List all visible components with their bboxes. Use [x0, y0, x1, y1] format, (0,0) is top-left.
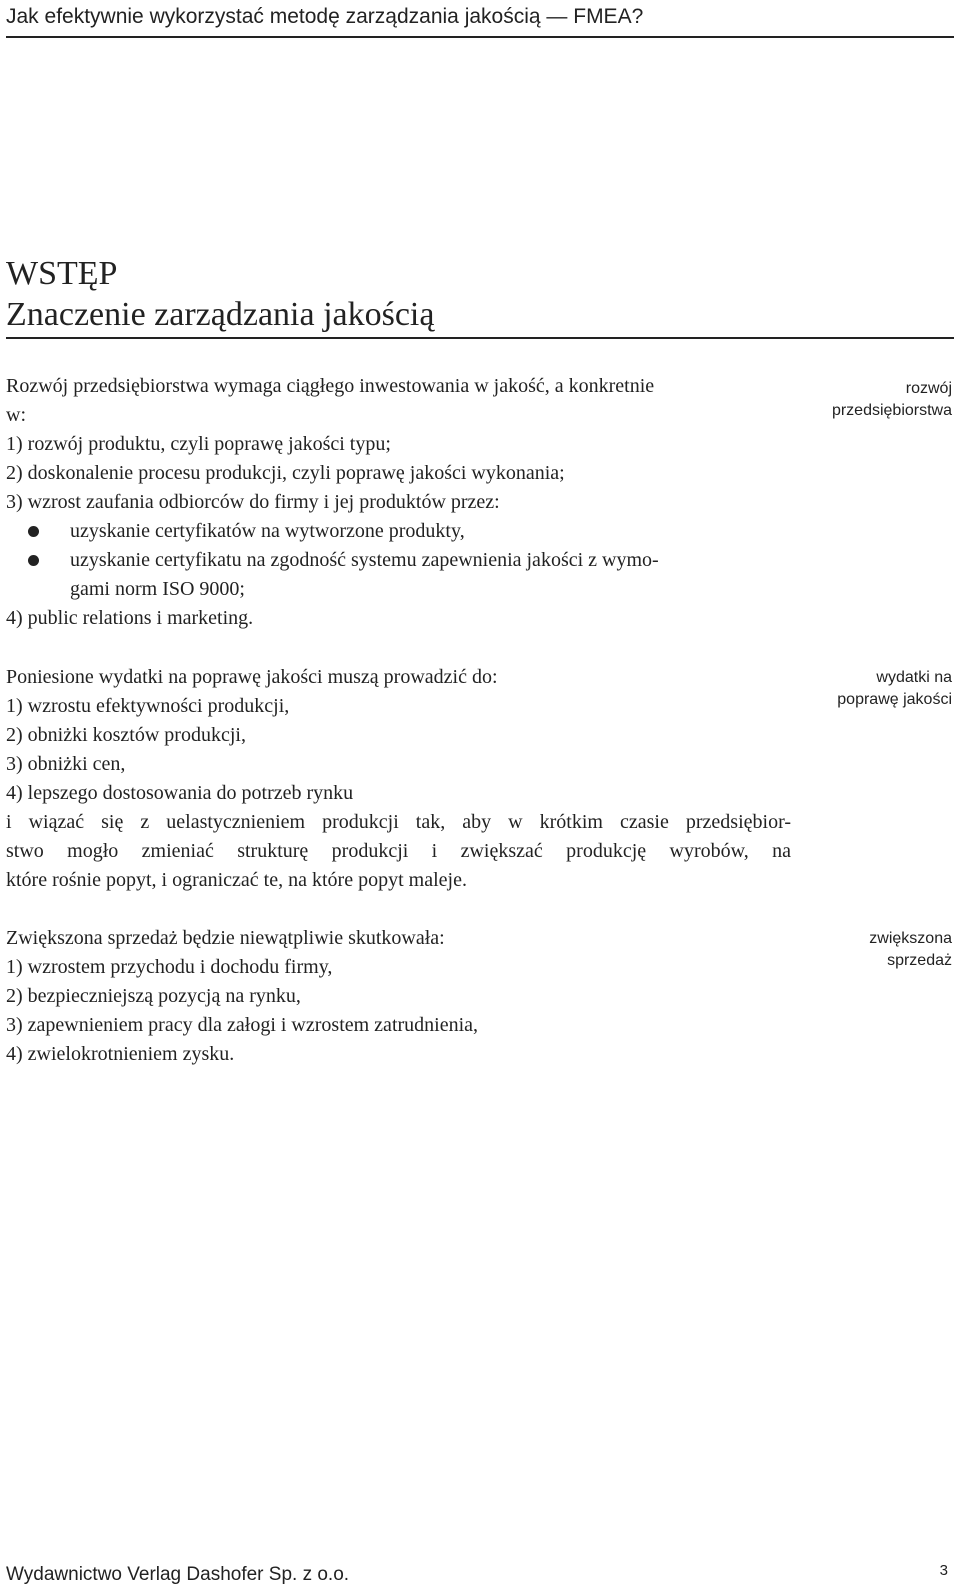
- bullet-text: uzyskanie certyfikatów na wytworzone produkty,: [70, 520, 465, 542]
- list-item: 1) wzrostu efektywności produkcji,: [6, 695, 290, 717]
- margin-note-rozwoj: [782, 378, 952, 422]
- list-item: 3) obniżki cen,: [6, 753, 126, 775]
- text-line: które rośnie popyt, i ograniczać te, na które popyt maleje.: [6, 869, 467, 891]
- margin-note-wydatki: [782, 667, 952, 711]
- margin-note-line: sprzedaż: [887, 952, 952, 969]
- list-item: 2) obniżki kosztów produkcji,: [6, 724, 246, 746]
- list-item: 4) public relations i marketing.: [6, 607, 254, 629]
- list-item: 2) bezpieczniejszą pozycją na rynku,: [6, 985, 301, 1007]
- heading-line-2: Znaczenie zarządzania jakością: [6, 296, 435, 333]
- list-item: 4) lepszego dostosowania do potrzeb rynku: [6, 782, 354, 804]
- list-item: 4) zwielokrotnieniem zysku.: [6, 1043, 235, 1065]
- paragraph-rozwoj: [6, 372, 791, 633]
- list-item: 3) zapewnieniem pracy dla załogi i wzrostem zatrudnienia,: [6, 1014, 479, 1036]
- text-line: w:: [6, 404, 26, 426]
- list-item: 2) doskonalenie procesu produkcji, czyli poprawę jakości wykonania;: [6, 462, 565, 484]
- list-item: 1) rozwój produktu, czyli poprawę jakości typu;: [6, 433, 391, 455]
- text-line: i wiązać się z uelastycznieniem produkcji tak, aby w krótkim czasie przedsiębior-: [6, 811, 791, 833]
- section-heading: [6, 253, 434, 335]
- list-item: 3) wzrost zaufania odbiorców do firmy i jej produktów przez:: [6, 491, 500, 513]
- bullet-icon: [28, 526, 39, 537]
- text-line: Zwiększona sprzedaż będzie niewątpliwie skutkowała:: [6, 927, 445, 949]
- bullet-icon: [28, 555, 39, 566]
- bullet-text: uzyskanie certyfikatu na zgodność systemu zapewnienia jakości z wymo-: [70, 549, 659, 571]
- page-number: 3: [939, 1562, 948, 1579]
- text-line: Poniesione wydatki na poprawę jakości muszą prowadzić do:: [6, 666, 498, 688]
- footer-publisher: Wydawnictwo Verlag Dashofer Sp. z o.o.: [6, 1564, 350, 1585]
- margin-note-line: przedsiębiorstwa: [831, 402, 952, 419]
- paragraph-sprzedaz: [6, 924, 791, 1069]
- paragraph-wydatki: [6, 663, 791, 895]
- margin-note-line: rozwój: [905, 380, 952, 397]
- heading-rule: [6, 337, 954, 339]
- text-line: stwo mogło zmieniać strukturę produkcji i zwiększać produkcję wyrobów, na: [6, 840, 791, 862]
- header-rule: [6, 36, 954, 38]
- heading-line-1: WSTĘP: [6, 255, 118, 292]
- list-item: 1) wzrostem przychodu i dochodu firmy,: [6, 956, 333, 978]
- running-header: Jak efektywnie wykorzystać metodę zarządzania jakością — FMEA?: [6, 5, 644, 28]
- margin-note-line: poprawę jakości: [837, 691, 952, 708]
- bullet-item: [6, 517, 791, 546]
- bullet-continuation: gami norm ISO 9000;: [70, 578, 245, 600]
- margin-note-line: zwiększona: [869, 930, 952, 947]
- text-line: Rozwój przedsiębiorstwa wymaga ciągłego inwestowania w jakość, a konkretnie: [6, 375, 655, 397]
- margin-note-line: wydatki na: [876, 669, 952, 686]
- bullet-item: [6, 546, 791, 575]
- margin-note-sprzedaz: [782, 928, 952, 972]
